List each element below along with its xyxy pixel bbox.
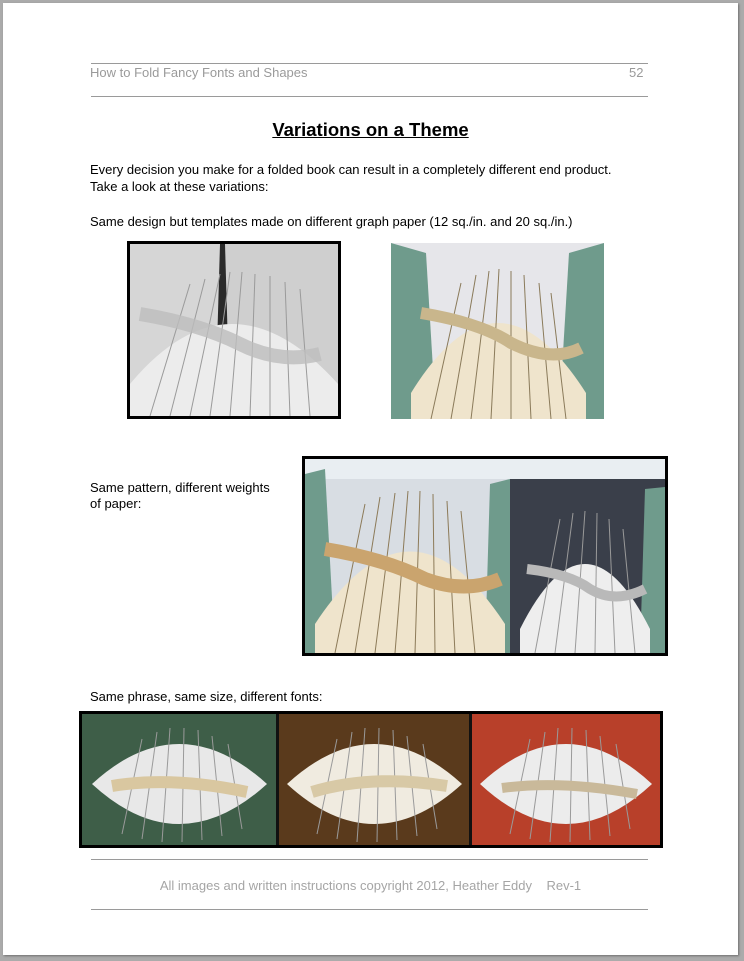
header-page-number: 52 xyxy=(629,65,644,80)
section3-caption: Same phrase, same size, different fonts: xyxy=(90,689,323,704)
footer-revision: Rev-1 xyxy=(546,878,582,893)
intro-line-1: Every decision you make for a folded book can result in a completely different end product. xyxy=(90,162,612,177)
folded-books-weights-photo xyxy=(302,456,668,656)
header-title: How to Fold Fancy Fonts and Shapes xyxy=(90,65,308,80)
footer-copyright: All images and written instructions copyright 2012, Heather Eddy xyxy=(159,878,532,893)
section1-caption: Same design but templates made on different graph paper (12 sq./in. and 20 sq./in.) xyxy=(90,214,573,229)
footer xyxy=(3,878,738,893)
footer-rule-bottom xyxy=(91,909,648,910)
folded-book-photo-20sq xyxy=(391,243,604,419)
header-rule-bottom xyxy=(91,96,648,97)
header-rule-top xyxy=(91,63,648,64)
footer-rule-top xyxy=(91,859,648,860)
section2-caption-line-2: of paper: xyxy=(90,496,142,511)
page-heading: Variations on a Theme xyxy=(272,119,469,140)
folded-books-fonts-photo xyxy=(79,711,663,848)
intro-line-2: Take a look at these variations: xyxy=(90,179,269,194)
document-page xyxy=(3,3,738,955)
folded-book-photo-12sq xyxy=(127,241,341,419)
section2-caption-line-1: Same pattern, different weights xyxy=(90,480,270,495)
